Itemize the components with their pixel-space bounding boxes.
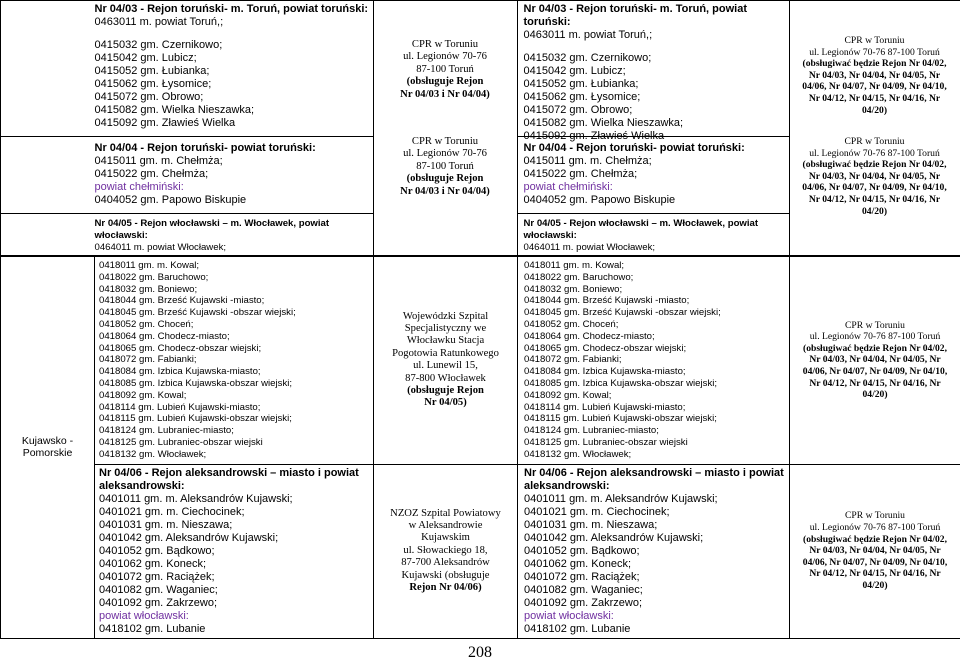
list-item: 0418085 gm. Izbica Kujawska-obszar wiejski; <box>99 377 293 389</box>
list-item: 0418114 gm. Lubień Kujawski-miasto; <box>524 401 686 413</box>
dispatch-name: CPR w Toruniu <box>845 319 905 331</box>
area-title: Nr 04/03 - Rejon toruński- m. Toruń, powiat toruński: <box>523 3 747 28</box>
dispatch-scope: 04/06, Nr 04/07, Nr 04/09, Nr 04/10, <box>802 182 947 194</box>
area-block-04-05 <box>518 213 789 255</box>
list-item: 0401021 gm. m. Ciechocinek; <box>524 505 670 518</box>
list-item: 0463011 m. powiat Toruń,; <box>523 29 653 41</box>
planned-areas-cell <box>518 257 790 465</box>
dispatch-scope: Rejon Nr 04/06) <box>409 582 482 594</box>
dispatch-block <box>790 510 960 591</box>
list-item: 0415032 gm. Czernikowo; <box>523 52 652 64</box>
list-item: 0401072 gm. Raciążek; <box>524 570 640 583</box>
dispatch-name: Specjalistyczny we <box>404 323 487 335</box>
list-item: 0418115 gm. Lubień Kujawski-obszar wiejski; <box>99 413 292 425</box>
dispatch-address: ul. Legionów 70-76 87-100 Toruń <box>809 522 941 534</box>
dispatch-name: w Aleksandrowie <box>408 520 483 532</box>
county-label: powiat włocławski: <box>524 609 614 622</box>
list-item: 0415072 gm. Obrowo; <box>523 104 633 116</box>
dispatch-block <box>374 1 517 136</box>
list-item: 0463011 m. powiat Toruń,; <box>94 16 224 28</box>
list-item: 0418022 gm. Baruchowo; <box>99 271 209 283</box>
list-item: 0418072 gm. Fabianki; <box>99 354 197 366</box>
dispatch-scope: (obsługiwać będzie Rejon Nr 04/02, <box>802 58 947 70</box>
list-item: 0418132 gm. Włocławek; <box>524 448 632 460</box>
list-item: 0415022 gm. Chełmża; <box>94 168 209 180</box>
planned-dispatch-cell <box>790 257 960 465</box>
municipality-list <box>99 260 369 461</box>
area-title: Nr 04/05 - Rejon włocławski – m. Włocławek, powiat włocławski: <box>523 218 759 241</box>
dispatch-scope: Nr 04/05) <box>424 397 467 409</box>
dispatch-center-cell <box>374 257 518 465</box>
rescue-areas-table-continued <box>0 256 960 639</box>
dispatch-scope: 04/20) <box>861 205 888 217</box>
list-item: 0415011 gm. m. Chełmża; <box>94 155 223 167</box>
list-item: 0415022 gm. Chełmża; <box>523 168 638 180</box>
list-item: 0418114 gm. Lubień Kujawski-miasto; <box>99 401 261 413</box>
dispatch-address: ul. Legionów 70-76 <box>403 148 487 160</box>
current-areas-cell <box>95 257 374 465</box>
dispatch-center-cell <box>373 1 517 256</box>
dispatch-city: 87-700 Aleksandrów <box>401 557 490 569</box>
dispatch-name: CPR w Toruniu <box>411 136 479 147</box>
county-label: powiat chełmiński: <box>523 181 613 193</box>
list-item: 0418044 gm. Brześć Kujawski -miasto; <box>524 295 690 307</box>
list-item: 0418124 gm. Lubraniec-miasto; <box>524 425 659 437</box>
planned-areas-cell <box>517 1 789 256</box>
list-item: 0418102 gm. Lubanie <box>99 622 206 635</box>
list-item: 0418125 gm. Lubraniec-obszar wiejski <box>99 436 263 448</box>
list-item: 0418084 gm. Izbica Kujawska-miasto; <box>524 366 686 378</box>
dispatch-city: 87-800 Włocławek <box>405 372 486 384</box>
list-item: 0401082 gm. Waganiec; <box>99 583 218 596</box>
dispatch-block <box>376 508 515 595</box>
list-item: 0415011 gm. m. Chełmża; <box>523 155 652 167</box>
dispatch-address: ul. Lunewil 15, <box>413 360 478 372</box>
dispatch-scope: 04/06, Nr 04/07, Nr 04/09, Nr 04/10, <box>802 366 948 378</box>
area-block-04-06 <box>99 467 369 636</box>
list-item: 0418125 gm. Lubraniec-obszar wiejski <box>524 436 688 448</box>
list-item: 0415042 gm. Lubicz; <box>523 65 626 77</box>
dispatch-scope: 04/20) <box>862 389 888 401</box>
list-item: 0401052 gm. Bądkowo; <box>99 544 215 557</box>
table-row <box>1 257 960 465</box>
list-item: 0401092 gm. Zakrzewo; <box>99 596 218 609</box>
list-item: 0415062 gm. Łysomice; <box>94 78 212 90</box>
list-item: 0418052 gm. Choceń; <box>524 318 619 330</box>
table-row <box>0 1 960 256</box>
municipality-list <box>524 260 785 461</box>
dispatch-name: CPR w Toruniu <box>844 35 905 46</box>
list-item: 0401072 gm. Raciążek; <box>99 570 215 583</box>
list-item: 0404052 gm. Papowo Biskupie <box>523 194 676 206</box>
dispatch-name: CPR w Toruniu <box>844 136 905 147</box>
page-number: 208 <box>468 644 492 661</box>
list-item: 0418092 gm. Kowal; <box>524 389 612 401</box>
area-title: Nr 04/06 - Rejon aleksandrowski – miasto i powiat aleksandrowski: <box>99 466 359 492</box>
dispatch-name: CPR w Toruniu <box>845 510 905 522</box>
list-item: 0415052 gm. Łubianka; <box>523 78 639 90</box>
dispatch-name: NZOZ Szpital Powiatowy <box>390 507 501 519</box>
dispatch-address: ul. Legionów 70-76 <box>403 51 487 63</box>
dispatch-scope: 04/20) <box>862 580 888 592</box>
dispatch-block <box>790 1 960 136</box>
list-item: 0418085 gm. Izbica Kujawska-obszar wiejski; <box>524 377 718 389</box>
dispatch-name: Włocławku Stacja <box>406 335 485 347</box>
dispatch-scope: Nr 04/03, Nr 04/04, Nr 04/05, Nr <box>808 69 941 81</box>
list-item: 0418044 gm. Brześć Kujawski -miasto; <box>99 295 265 307</box>
list-item: 0401082 gm. Waganiec; <box>524 583 643 596</box>
dispatch-scope: Nr 04/12, Nr 04/15, Nr 04/16, Nr <box>809 568 941 580</box>
dispatch-scope: (obsługiwać będzie Rejon Nr 04/02, <box>803 533 947 545</box>
area-block-04-04 <box>518 136 789 213</box>
area-title: Nr 04/04 - Rejon toruński- powiat toruński: <box>523 142 745 154</box>
list-item: 0418045 gm. Brześć Kujawski -obszar wiejski; <box>524 307 721 319</box>
list-item: 0464011 m. powiat Włocławek; <box>94 241 227 253</box>
area-block-04-06 <box>524 467 785 636</box>
region-cell: Kujawsko - Pomorskie <box>1 257 95 639</box>
list-item: 0401042 gm. Aleksandrów Kujawski; <box>99 531 279 544</box>
list-item: 0418132 gm. Włocławek; <box>99 448 207 460</box>
dispatch-scope: 04/06, Nr 04/07, Nr 04/09, Nr 04/10, <box>802 81 947 93</box>
area-block-04-04 <box>1 136 373 213</box>
dispatch-scope: Nr 04/03, Nr 04/04, Nr 04/05, Nr <box>809 545 941 557</box>
area-title: Nr 04/05 - Rejon włocławski – m. Włocławek, powiat włocławski: <box>94 218 330 241</box>
current-areas-cell <box>95 464 374 638</box>
list-item: 0415062 gm. Łysomice; <box>523 91 641 103</box>
dispatch-scope: Nr 04/03, Nr 04/04, Nr 04/05, Nr <box>809 354 941 366</box>
dispatch-scope: (obsługiwać będzie Rejon Nr 04/02, <box>802 159 947 171</box>
area-title: Nr 04/06 - Rejon aleksandrowski – miasto i powiat aleksandrowski: <box>524 466 784 492</box>
list-item: 0401011 gm. m. Aleksandrów Kujawski; <box>99 492 293 505</box>
dispatch-name: Wojewódzki Szpital <box>402 310 489 322</box>
dispatch-scope: Kujawski (obsługuje <box>401 569 490 581</box>
table-row <box>1 464 960 638</box>
list-item: 0464011 m. powiat Włocławek; <box>523 241 656 253</box>
list-item: 0401031 gm. m. Nieszawa; <box>99 518 233 531</box>
list-item: 0418065 gm. Chodecz-obszar wiejski; <box>99 342 262 354</box>
dispatch-scope: Nr 04/03, Nr 04/04, Nr 04/05, Nr <box>808 170 941 182</box>
area-title: Nr 04/03 - Rejon toruński- m. Toruń, powiat toruński: <box>94 3 369 15</box>
list-item: 0401042 gm. Aleksandrów Kujawski; <box>524 531 704 544</box>
list-item: 0415072 gm. Obrowo; <box>94 91 204 103</box>
list-item: 0418045 gm. Brześć Kujawski -obszar wiejski; <box>99 307 296 319</box>
dispatch-center-cell <box>374 464 518 638</box>
list-item: 0418115 gm. Lubień Kujawski-obszar wiejski; <box>524 413 717 425</box>
area-block-04-05 <box>1 213 373 255</box>
list-item: 0401062 gm. Koneck; <box>99 557 207 570</box>
dispatch-address: ul. Legionów 70-76 87-100 Toruń <box>809 46 940 58</box>
dispatch-block <box>790 136 960 217</box>
dispatch-address: ul. Słowackiego 18, <box>403 544 488 556</box>
dispatch-block <box>374 136 517 198</box>
dispatch-scope: Nr 04/12, Nr 04/15, Nr 04/16, Nr <box>808 193 941 205</box>
list-item: 0415052 gm. Łubianka; <box>94 65 210 77</box>
dispatch-scope: 04/06, Nr 04/07, Nr 04/09, Nr 04/10, <box>802 556 948 568</box>
list-item: 0418092 gm. Kowal; <box>99 389 187 401</box>
list-item: 0418084 gm. Izbica Kujawska-miasto; <box>99 366 261 378</box>
list-item: 0404052 gm. Papowo Biskupie <box>94 194 247 206</box>
dispatch-scope: (obsługuje Rejon <box>407 385 484 397</box>
list-item: 0418022 gm. Baruchowo; <box>524 271 634 283</box>
list-item: 0401031 gm. m. Nieszawa; <box>524 518 658 531</box>
dispatch-address: ul. Legionów 70-76 87-100 Toruń <box>809 147 940 159</box>
dispatch-scope: 04/20) <box>861 104 888 116</box>
list-item: 0418052 gm. Choceń; <box>99 318 194 330</box>
dispatch-scope: (obsługuje Rejon <box>406 76 484 88</box>
dispatch-name: Kujawskim <box>421 532 470 544</box>
list-item: 0418011 gm. m. Kowal; <box>99 260 200 271</box>
dispatch-name: CPR w Toruniu <box>411 39 479 50</box>
dispatch-city: 87-100 Toruń <box>416 63 474 75</box>
dispatch-city: 87-100 Toruń <box>416 160 474 172</box>
list-item: 0415092 gm. Zławieś Wielka <box>94 117 236 129</box>
list-item: 0418065 gm. Chodecz-obszar wiejski; <box>524 342 687 354</box>
list-item: 0401092 gm. Zakrzewo; <box>524 596 643 609</box>
dispatch-address: ul. Legionów 70-76 87-100 Toruń <box>809 331 941 343</box>
dispatch-block <box>790 320 960 401</box>
list-item: 0418064 gm. Chodecz-miasto; <box>524 330 655 342</box>
county-label: powiat włocławski: <box>99 609 189 622</box>
area-block-04-03 <box>518 1 789 142</box>
dispatch-scope: Nr 04/12, Nr 04/15, Nr 04/16, Nr <box>808 92 941 104</box>
list-item: 0418011 gm. m. Kowal; <box>524 260 625 271</box>
dispatch-scope: Nr 04/12, Nr 04/15, Nr 04/16, Nr <box>809 377 941 389</box>
list-item: 0418064 gm. Chodecz-miasto; <box>99 330 230 342</box>
dispatch-scope: (obsługuje Rejon <box>406 173 484 185</box>
planned-dispatch-cell <box>789 1 960 256</box>
current-areas-cell <box>0 1 373 256</box>
area-block-04-03 <box>1 1 373 136</box>
planned-areas-cell <box>518 464 790 638</box>
dispatch-name: Pogotowia Ratunkowego <box>392 347 499 359</box>
list-item: 0415082 gm. Wielka Nieszawka; <box>523 117 684 129</box>
rescue-areas-table <box>0 0 960 256</box>
list-item: 0418072 gm. Fabianki; <box>524 354 622 366</box>
list-item: 0418032 gm. Boniewo; <box>524 283 623 295</box>
list-item: 0415032 gm. Czernikowo; <box>94 39 223 51</box>
list-item: 0415092 gm. Zławieś Wielka <box>523 130 665 142</box>
list-item: 0415082 gm. Wielka Nieszawka; <box>94 104 255 116</box>
list-item: 0401052 gm. Bądkowo; <box>524 544 640 557</box>
list-item: 0401011 gm. m. Aleksandrów Kujawski; <box>524 492 718 505</box>
county-label: powiat chełmiński: <box>94 181 184 193</box>
list-item: 0418124 gm. Lubraniec-miasto; <box>99 425 234 437</box>
list-item: 0415042 gm. Lubicz; <box>94 52 197 64</box>
dispatch-scope: Nr 04/03 i Nr 04/04) <box>400 88 490 100</box>
dispatch-block <box>376 311 515 410</box>
dispatch-scope: Nr 04/03 i Nr 04/04) <box>400 185 490 197</box>
list-item: 0401062 gm. Koneck; <box>524 557 632 570</box>
area-title: Nr 04/04 - Rejon toruński- powiat toruński: <box>94 142 316 154</box>
list-item: 0418102 gm. Lubanie <box>524 622 631 635</box>
list-item: 0401021 gm. m. Ciechocinek; <box>99 505 245 518</box>
dispatch-scope: (obsługiwać będzie Rejon Nr 04/02, <box>803 342 947 354</box>
list-item: 0418032 gm. Boniewo; <box>99 283 198 295</box>
planned-dispatch-cell <box>790 464 960 638</box>
